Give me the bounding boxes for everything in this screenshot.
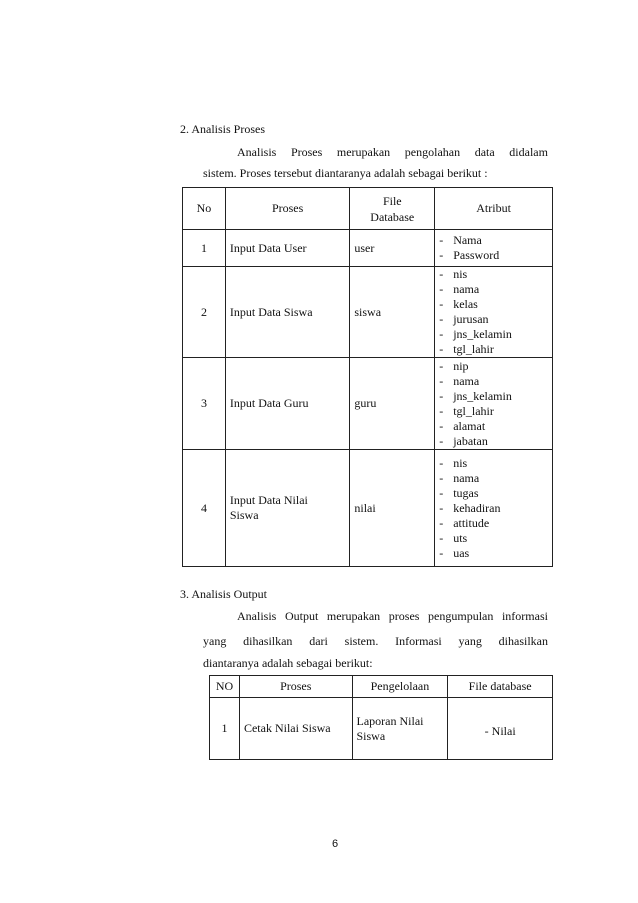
cell-proses: Input Data Guru — [225, 358, 350, 450]
attribute-item: - Nama — [439, 233, 548, 248]
attribute-item: - uas — [439, 546, 548, 561]
table-row — [210, 698, 553, 760]
cell-file: nilai — [350, 450, 435, 567]
header-proses: Proses — [225, 188, 350, 230]
cell-atribut — [435, 358, 553, 450]
cell-proses: Input Data Nilai Siswa — [225, 450, 350, 567]
paragraph-line: diantaranya adalah sebagai berikut: — [203, 656, 373, 670]
word: dihasilkan — [243, 634, 293, 648]
word: dari — [309, 634, 328, 648]
header-file-database: File database — [448, 676, 553, 698]
cell-file: siswa — [350, 267, 435, 358]
attribute-item: - uts — [439, 531, 548, 546]
paragraph-line — [203, 633, 548, 649]
word: Informasi — [395, 634, 442, 648]
header-pengelolaan: Pengelolaan — [352, 676, 448, 698]
cell-file: - Nilai — [448, 698, 553, 760]
word: merupakan — [336, 145, 391, 159]
attribute-item: - nama — [439, 374, 548, 389]
word: Analisis — [237, 145, 277, 159]
word: Analisis — [237, 609, 277, 623]
word: didalam — [509, 145, 548, 159]
header-file-database: File Database — [350, 188, 435, 230]
cell-proses: Input Data Siswa — [225, 267, 350, 358]
attribute-item: - attitude — [439, 516, 548, 531]
word: dihasilkan — [498, 634, 548, 648]
header-proses: Proses — [239, 676, 352, 698]
attribute-item: - tgl_lahir — [439, 404, 548, 419]
paragraph-line: sistem. Proses tersebut diantaranya adalah sebagai berikut : — [203, 166, 488, 180]
word: informasi — [501, 609, 548, 623]
word: pengumpulan — [428, 609, 494, 623]
attribute-item: - nis — [439, 456, 548, 471]
table-row — [183, 230, 553, 267]
header-no: NO — [210, 676, 240, 698]
proses-table — [182, 187, 553, 567]
cell-no: 1 — [183, 230, 226, 267]
attribute-item: - Password — [439, 248, 548, 263]
table-header-row — [210, 676, 553, 698]
word: yang — [458, 634, 482, 648]
cell-atribut — [435, 267, 553, 358]
cell-proses: Input Data User — [225, 230, 350, 267]
word: Proses — [290, 145, 323, 159]
word: proses — [388, 609, 420, 623]
cell-file: guru — [350, 358, 435, 450]
word: merupakan — [326, 609, 381, 623]
word: sistem. — [344, 634, 379, 648]
attribute-item: - alamat — [439, 419, 548, 434]
output-table — [209, 675, 553, 760]
header-atribut: Atribut — [435, 188, 553, 230]
table-row — [183, 450, 553, 567]
attribute-item: - jabatan — [439, 434, 548, 449]
paragraph-line — [237, 608, 548, 624]
table-header-row — [183, 188, 553, 230]
table-row — [183, 358, 553, 450]
attribute-item: - jns_kelamin — [439, 327, 548, 342]
attribute-item: - jns_kelamin — [439, 389, 548, 404]
cell-no: 2 — [183, 267, 226, 358]
attribute-item: - nis — [439, 267, 548, 282]
table-row — [183, 267, 553, 358]
cell-no: 3 — [183, 358, 226, 450]
attribute-item: - jurusan — [439, 312, 548, 327]
cell-pengelolaan: Laporan Nilai Siswa — [352, 698, 448, 760]
attribute-item: - kelas — [439, 297, 548, 312]
attribute-item: - nama — [439, 282, 548, 297]
word: pengolahan — [404, 145, 461, 159]
header-no: No — [183, 188, 226, 230]
word: yang — [203, 634, 227, 648]
word: data — [474, 145, 495, 159]
attribute-item: - kehadiran — [439, 501, 548, 516]
page-number: 6 — [332, 838, 339, 850]
attribute-item: - nama — [439, 471, 548, 486]
paragraph-line — [237, 144, 548, 160]
section-heading-analisis-output: 3. Analisis Output — [180, 587, 268, 601]
attribute-item: - tugas — [439, 486, 548, 501]
cell-atribut — [435, 450, 553, 567]
cell-atribut — [435, 230, 553, 267]
cell-proses: Cetak Nilai Siswa — [239, 698, 352, 760]
cell-no: 1 — [210, 698, 240, 760]
section-heading-analisis-proses: 2. Analisis Proses — [180, 122, 266, 136]
cell-no: 4 — [183, 450, 226, 567]
cell-file: user — [350, 230, 435, 267]
word: Output — [284, 609, 319, 623]
attribute-item: - nip — [439, 359, 548, 374]
attribute-item: - tgl_lahir — [439, 342, 548, 357]
